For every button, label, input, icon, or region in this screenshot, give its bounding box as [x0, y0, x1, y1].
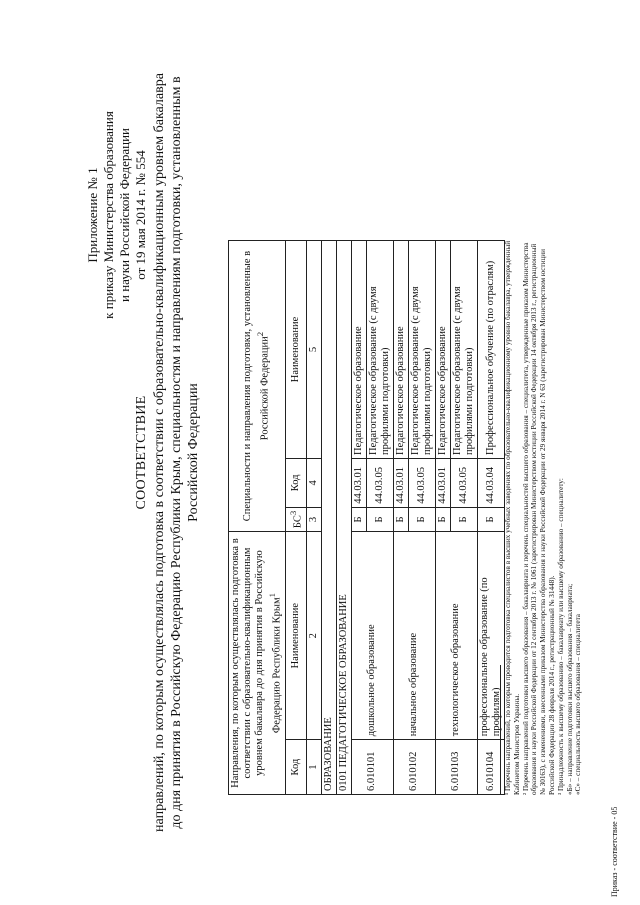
header-code-rf: Код: [286, 458, 307, 507]
section-heading: ОБРАЗОВАНИЕ: [321, 241, 336, 795]
row-code-rf: 44.03.01: [435, 458, 450, 507]
appendix-title: Приложение № 1: [85, 167, 100, 263]
row-code: 6.010102: [393, 740, 435, 795]
row-code-rf: 44.03.05: [450, 458, 477, 507]
header-name-rf: Наименование: [286, 241, 307, 459]
row-bs: Б: [435, 507, 450, 531]
appendix-ministry-line: и науки Российской Федерации: [117, 128, 132, 303]
left-group-header: Направления, по которым осуществлялась подготовка в соответствии с образовательно-квалификационным уровнем бакалавра до дня принятия в Российскую Федерацию Республики Крым$^1$: [229, 532, 286, 795]
footnotes: [500, 240, 583, 795]
footnote-2: ² Перечень направлений подготовки высшего образования – бакалавриата и перечень специальностей высшего образования – специалитета, утвержденные приказом Министерства образования и науки Российской Федерации от 12 сентября 2013 г. № 1061 (зарегистрирован Министерством юстиции Российской Федерации 14 октября 2013 г., регистрационный № 30163), с изменениями, внесенными приказом Министерства образования и науки Российской Федерации от 29 января 2014 г. N 63 (зарегистрирован Министерством юстиции Российской Федерации 28 февраля 2014 г., регистрационный № 31448).: [521, 242, 556, 795]
footnote-divider: [500, 665, 501, 795]
footnote-3: ³ Принадлежность к высшему образованию – бакалавриату или высшему образованию – специалитету:: [556, 478, 565, 795]
column-number-row: [306, 241, 321, 795]
row-name-rf: Педагогическое образование: [393, 241, 408, 459]
column-number: 5: [306, 241, 321, 459]
row-name-rf: Профессиональное обучение (по отраслям): [477, 241, 504, 459]
row-bs: Б: [366, 507, 393, 531]
appendix-date-line: от 19 мая 2014 г. № 554: [133, 150, 148, 280]
row-code-rf: 44.03.01: [351, 458, 366, 507]
row-code: 6.010104: [477, 740, 504, 795]
row-code-rf: 44.03.01: [393, 458, 408, 507]
right-group-header: Специальности и направления подготовки, установленные в Российской Федерации$^2$: [229, 241, 286, 532]
column-number: 4: [306, 458, 321, 507]
row-code-rf: 44.03.05: [366, 458, 393, 507]
row-name-rf: Педагогическое образование: [351, 241, 366, 459]
row-name-rf: Педагогическое образование (с двумя профилями подготовки): [408, 241, 435, 459]
row-bs: Б: [477, 507, 504, 531]
row-name-rf: Педагогическое образование: [435, 241, 450, 459]
column-number: 3: [306, 507, 321, 531]
row-code: 6.010101: [351, 740, 393, 795]
row-name-rf: Педагогическое образование (с двумя профилями подготовки): [450, 241, 477, 459]
row-bs: Б: [351, 507, 366, 531]
row-code-rf: 44.03.05: [408, 458, 435, 507]
table-row: [393, 241, 408, 795]
appendix-order-line: к приказу Министерства образования: [101, 111, 116, 319]
footnote-3-bachelor: «Б» – направление подготовки высшего образования – бакалавриата;: [565, 583, 574, 795]
header-code: Код: [286, 740, 307, 795]
subsection-heading: 0101 ПЕДАГОГИЧЕСКОЕ ОБРАЗОВАНИЕ: [336, 241, 351, 795]
row-name-rf: Педагогическое образование (с двумя профилями подготовки): [366, 241, 393, 459]
title-block: [133, 0, 202, 905]
footer-file-label: Приказ - соответствие - 05: [610, 806, 619, 897]
table-row: [351, 241, 366, 795]
header-bs: $БС^3$: [286, 507, 307, 531]
column-number: 1: [306, 740, 321, 795]
row-name: технологическое образование: [435, 532, 477, 740]
row-name: начальное образование: [393, 532, 435, 740]
row-bs: Б: [393, 507, 408, 531]
footnote-1: ¹ Перечень направлений, по которым проводится подготовка специалистов в высших учебных заведениях по образовательно-квалификационному уровню бакалавра, утвержденный Кабинетом Министров Украины.: [504, 240, 521, 795]
footnote-3-specialist: «С» – специальность высшего образования – специалитета: [574, 614, 583, 795]
column-number: 2: [306, 532, 321, 740]
row-code: 6.010103: [435, 740, 477, 795]
row-bs: Б: [450, 507, 477, 531]
document-title: СООТВЕТСТВИЕ: [134, 395, 149, 510]
row-name: профессиональное образование (по профилям): [477, 532, 504, 740]
row-code-rf: 44.03.04: [477, 458, 504, 507]
header-name: Наименование: [286, 532, 307, 740]
table-row: [435, 241, 450, 795]
row-bs: Б: [408, 507, 435, 531]
correspondence-table: [228, 240, 505, 795]
document-subtitle: направлений, по которым осуществлялась подготовка в соответствии с образовательно-квалификационным уровнем бакалавра до дня принятия в Российскую Федерацию Республики Крым, специальностям и направлениям подготовки, установленным в Российской Федерации: [152, 73, 201, 832]
row-name: дошкольное образование: [351, 532, 393, 740]
